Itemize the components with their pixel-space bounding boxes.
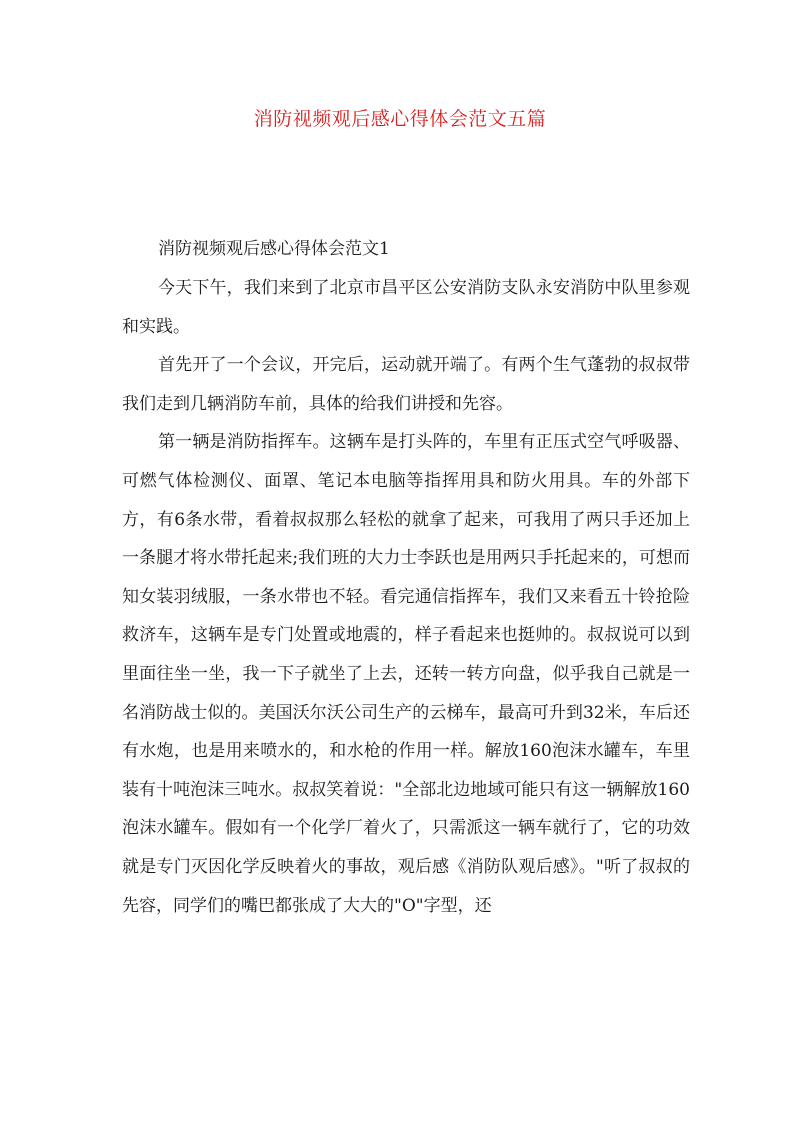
paragraph-3: 第一辆是消防指挥车。这辆车是打头阵的，车里有正压式空气呼吸器、可燃气体检测仪、面罩、笔记本电脑等指挥用具和防火用具。车的外部下方，有6条水带，看着叔叔那么轻松的就拿了起来，可我用了两只手还加上一条腿才将水带托起来;我们班的大力士李跃也是用两只手托起来的，可想而知女装羽绒服，一条水带也不轻。看完通信指挥车，我们又来看五十铃抢险救济车，这辆车是专门处置或地震的，样子看起来也挺帅的。叔叔说可以到里面往坐一坐，我一下子就坐了上去，还转一转方向盘，似乎我自己就是一名消防战士似的。美国沃尔沃公司生产的云梯车，最高可升到32米，车后还有水炮，也是用来喷水的，和水枪的作用一样。解放160泡沫水罐车，车里装有十吨泡沫三吨水。叔叔笑着说："全部北边地域可能只有这一辆解放160泡沫水罐车。假如有一个化学厂着火了，只需派这一辆车就行了，它的功效就是专门灭因化学反映着火的事故，观后感《消防队观后感》。"听了叔叔的先容，同学们的嘴巴都张成了大大的"O"字型，还 (122, 432, 690, 916)
section-subtitle: 消防视频观后感心得体会范文1 (158, 239, 390, 259)
document-body (122, 269, 690, 925)
paragraph-2: 首先开了一个会议，开完后，运动就开端了。有两个生气蓬勃的叔叔带我们走到几辆消防车前，具体的给我们讲授和先容。 (122, 355, 690, 414)
paragraph-1: 今天下午，我们来到了北京市昌平区公安消防支队永安消防中队里参观和实践。 (122, 278, 690, 337)
document-title: 消防视频观后感心得体会范文五篇 (253, 108, 547, 130)
